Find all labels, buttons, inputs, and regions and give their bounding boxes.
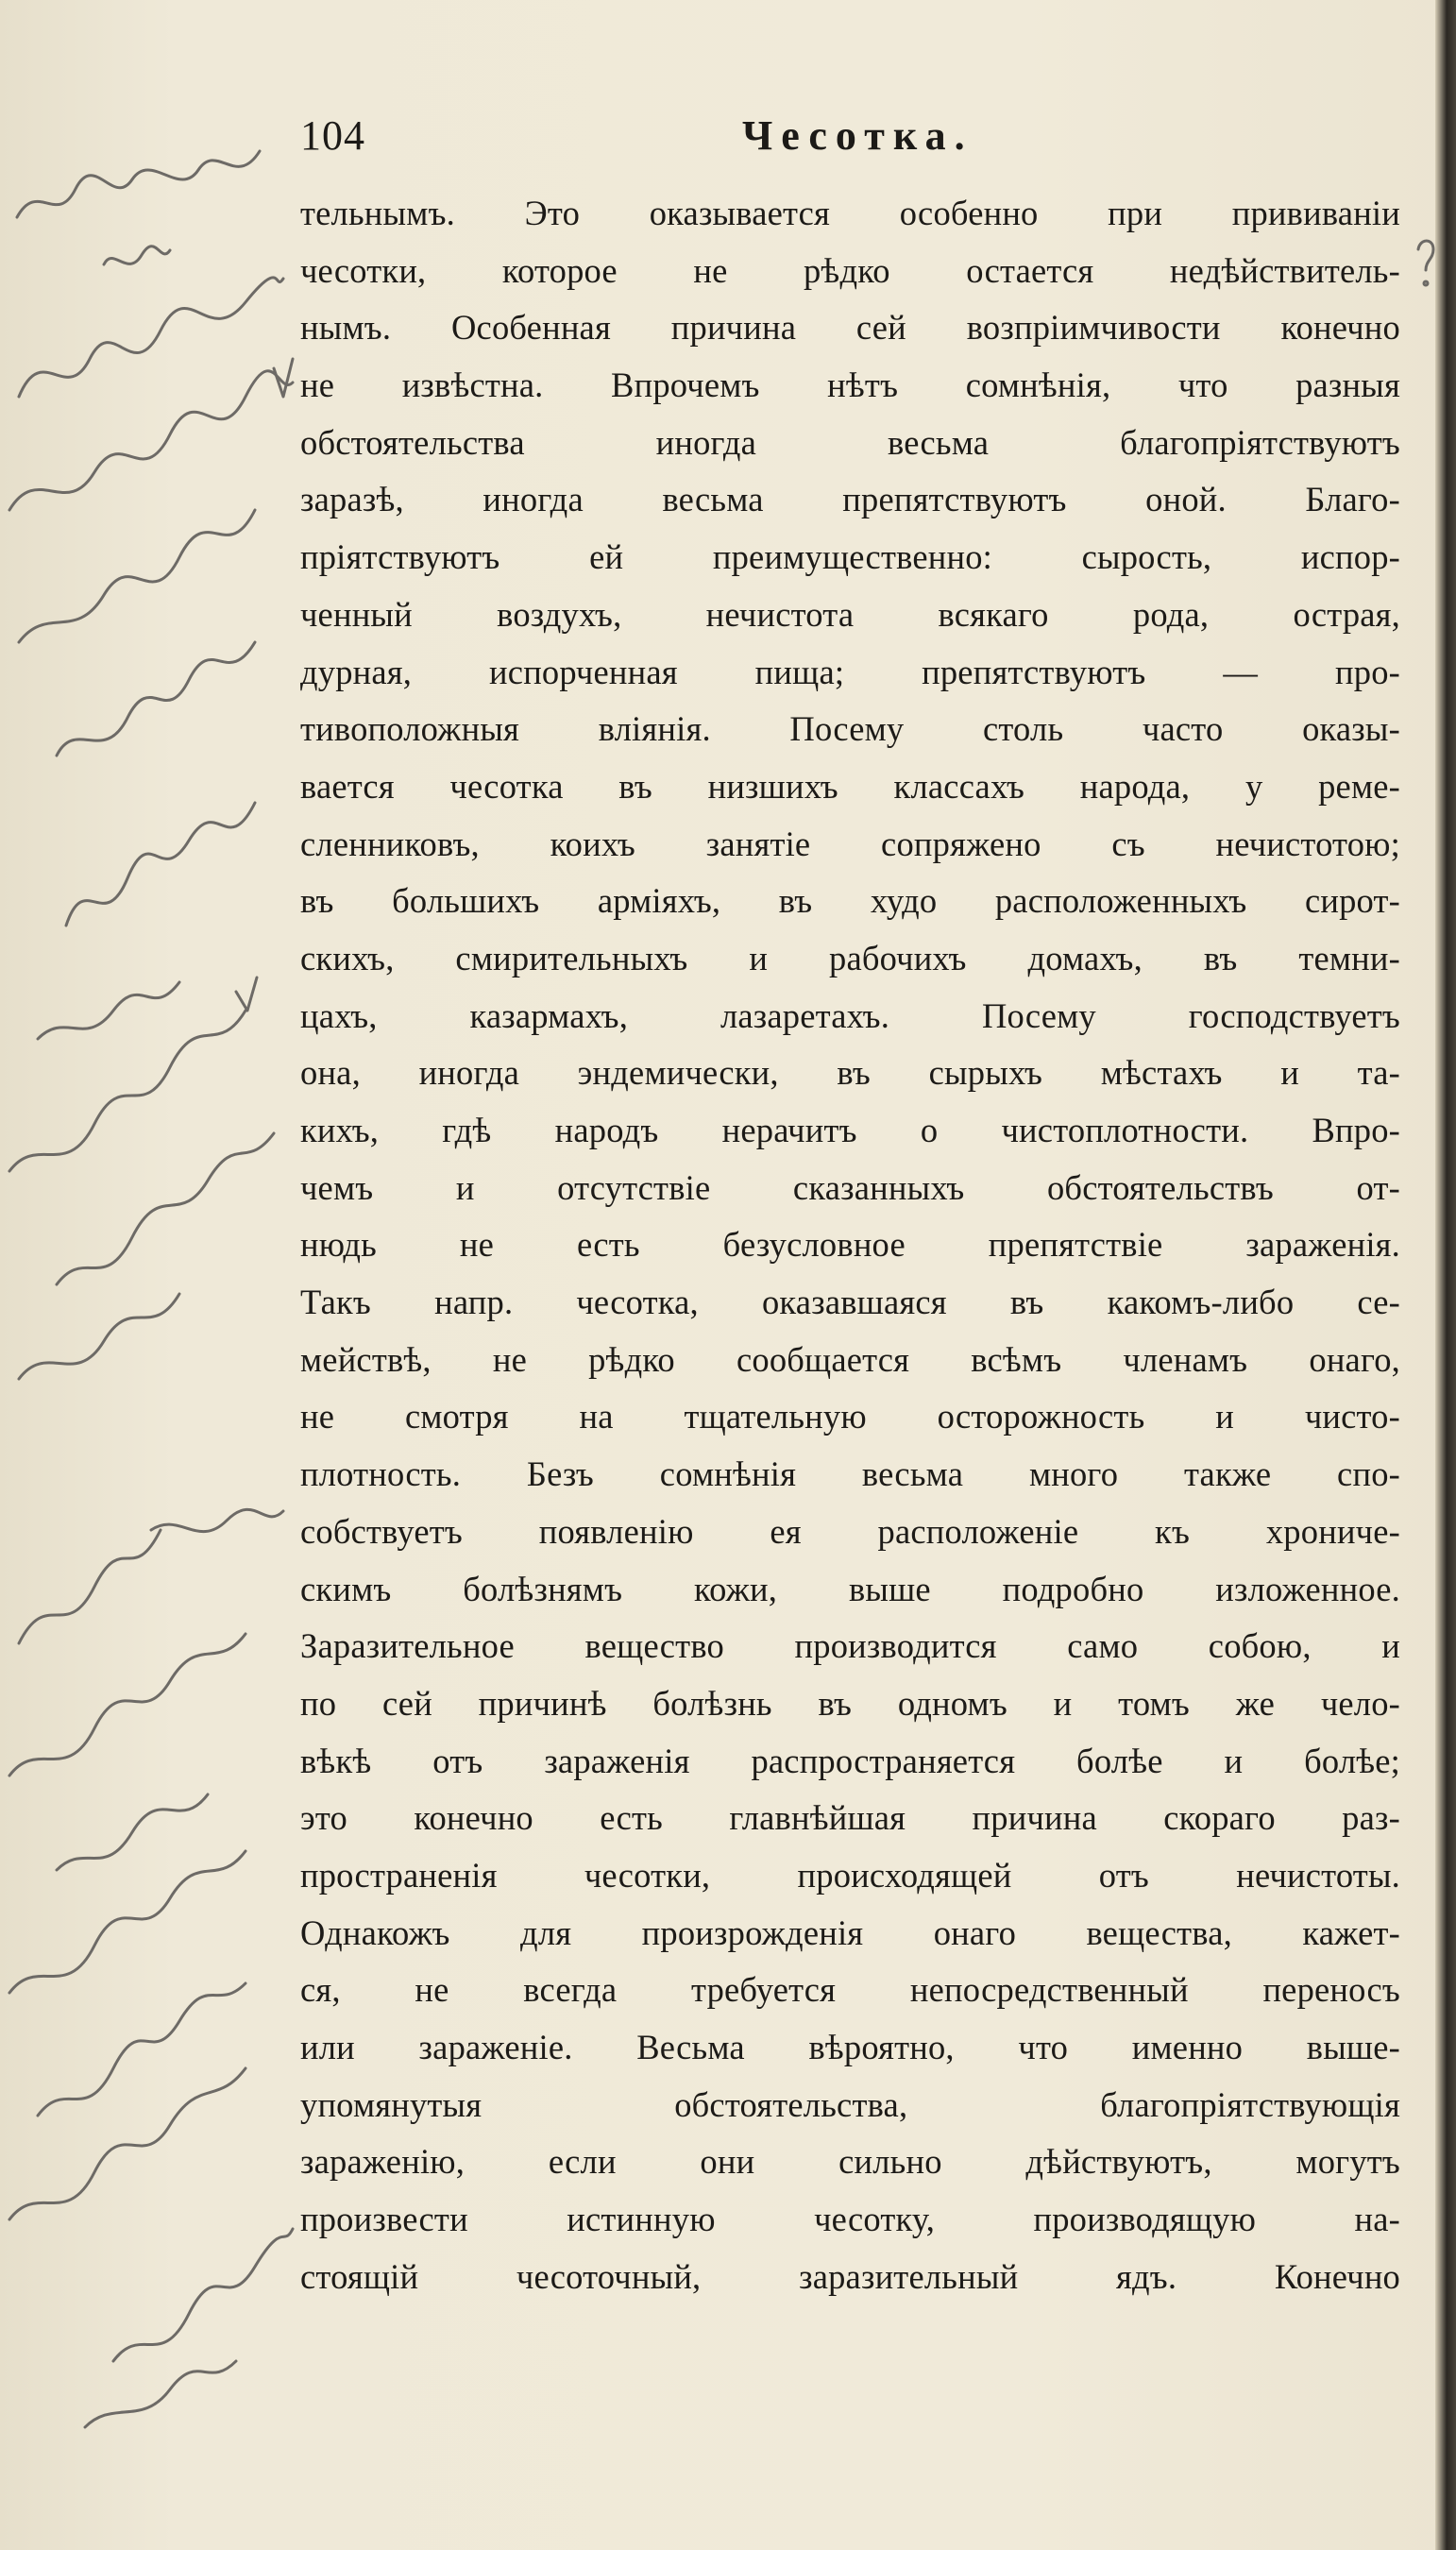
body-text <box>300 185 1400 2305</box>
handwritten-marginalia <box>0 113 302 2437</box>
pencil-scribble <box>151 1509 283 1531</box>
pencil-scribble <box>57 642 255 756</box>
text-line: упомянутыя обстоятельства, благопріятствующія <box>300 2084 1400 2124</box>
text-line: цахъ, казармахъ, лазаретахъ. Посему господствуетъ <box>300 995 1400 1035</box>
text-line: пріятствуютъ ей преимущественно: сырость, испор- <box>300 537 1400 577</box>
text-line: это конечно есть главнѣйшая причина скораго раз- <box>300 1798 1400 1838</box>
page-number: 104 <box>300 112 365 159</box>
text-line: плотность. Безъ сомнѣнія весьма много также спо- <box>300 1454 1400 1494</box>
text-line: сленниковъ, коихъ занятіе сопряжено съ нечистотою; <box>300 824 1400 863</box>
text-line: чесотки, которое не рѣдко остается недѣйствитель- <box>300 250 1400 290</box>
text-line: она, иногда эндемически, въ сырыхъ мѣстахъ и та- <box>300 1053 1400 1093</box>
text-line: собствуетъ появленію ея расположеніе къ хрониче- <box>300 1511 1400 1551</box>
text-line: ченный воздухъ, нечистота всякаго рода, острая, <box>300 594 1400 634</box>
handwritten-question-mark <box>1414 236 1437 293</box>
text-line: нюдь не есть безусловное препятствіе зараженія. <box>300 1225 1400 1265</box>
running-title: Чесотка. <box>742 112 973 159</box>
pencil-scribble <box>17 151 260 217</box>
pencil-scribble <box>113 2229 293 2361</box>
pencil-scribble <box>19 1530 161 1643</box>
text-line: зараженію, если они сильно дѣйствуютъ, могутъ <box>300 2142 1400 2182</box>
page-edge <box>1435 0 1456 2550</box>
pencil-scribble <box>57 1794 208 1870</box>
pencil-scribble <box>57 1133 274 1284</box>
pencil-scribble <box>85 2361 236 2427</box>
text-line: стоящій чесоточный, заразительный ядъ. Конечно <box>300 2256 1400 2296</box>
pencil-scribble <box>9 371 293 510</box>
pencil-scribble <box>9 2068 245 2219</box>
text-line: кихъ, гдѣ народъ нерачитъ о чистоплотности. Впро- <box>300 1111 1400 1149</box>
pencil-scribble <box>19 1294 179 1379</box>
text-line: ся, не всегда требуется непосредственный переносъ <box>300 1970 1400 2010</box>
text-line: нымъ. Особенная причина сей возпріимчивости конечно <box>300 308 1400 348</box>
text-line: мействѣ, не рѣдко сообщается всѣмъ членамъ онаго, <box>300 1339 1400 1379</box>
text-line: пространенія чесотки, происходящей отъ нечистоты. <box>300 1855 1400 1895</box>
text-line: обстоятельства иногда весьма благопріятствуютъ <box>300 422 1400 462</box>
text-line: вается чесотка въ низшихъ классахъ народа, у реме- <box>300 766 1400 806</box>
text-line: скихъ, смирительныхъ и рабочихъ домахъ, въ темни- <box>300 938 1400 978</box>
pencil-tick <box>236 978 257 1011</box>
text-line: скимъ болѣзнямъ кожи, выше подробно изложенное. <box>300 1569 1400 1608</box>
pencil-scribble <box>19 278 283 397</box>
text-line: не извѣстна. Впрочемъ нѣтъ сомнѣнія, что разныя <box>300 366 1400 405</box>
pencil-tick <box>274 359 293 397</box>
text-line: не смотря на тщательную осторожность и чисто- <box>300 1397 1400 1436</box>
pencil-scribble <box>38 1983 245 2116</box>
pencil-scribble <box>66 803 255 926</box>
text-line: Такъ напр. чесотка, оказавшаяся въ какомъ-либо се- <box>300 1283 1400 1322</box>
text-line: Заразительное вещество производится само собою, и <box>300 1626 1400 1666</box>
text-line: въ большихъ арміяхъ, въ худо расположенныхъ сирот- <box>300 881 1400 921</box>
running-head <box>300 111 1396 168</box>
text-line: или зараженіе. Весьма вѣроятно, что именно выше- <box>300 2028 1400 2066</box>
pencil-scribble <box>9 1634 245 1776</box>
text-line: по сей причинѣ болѣзнь въ одномъ и томъ же чело- <box>300 1683 1400 1723</box>
text-line: чемъ и отсутствіе сказанныхъ обстоятельствъ от- <box>300 1167 1400 1207</box>
text-line: произвести истинную чесотку, производящую на- <box>300 2200 1400 2239</box>
pencil-scribble <box>38 982 179 1039</box>
text-line: вѣкѣ отъ зараженія распространяется болѣе и болѣе; <box>300 1741 1400 1780</box>
text-line: заразѣ, иногда весьма препятствуютъ оной. Благо- <box>300 480 1400 519</box>
text-line: дурная, испорченная пища; препятствуютъ — про- <box>300 652 1400 691</box>
text-line: тельнымъ. Это оказывается особенно при прививаніи <box>300 194 1400 232</box>
text-line: тивоположныя вліянія. Посему столь часто оказы- <box>300 709 1400 749</box>
pencil-scribble <box>104 246 170 264</box>
pencil-scribble <box>19 510 255 642</box>
pencil-scribble <box>9 1851 245 1993</box>
text-line: Однакожъ для произрожденія онаго вещества, кажет- <box>300 1912 1400 1952</box>
